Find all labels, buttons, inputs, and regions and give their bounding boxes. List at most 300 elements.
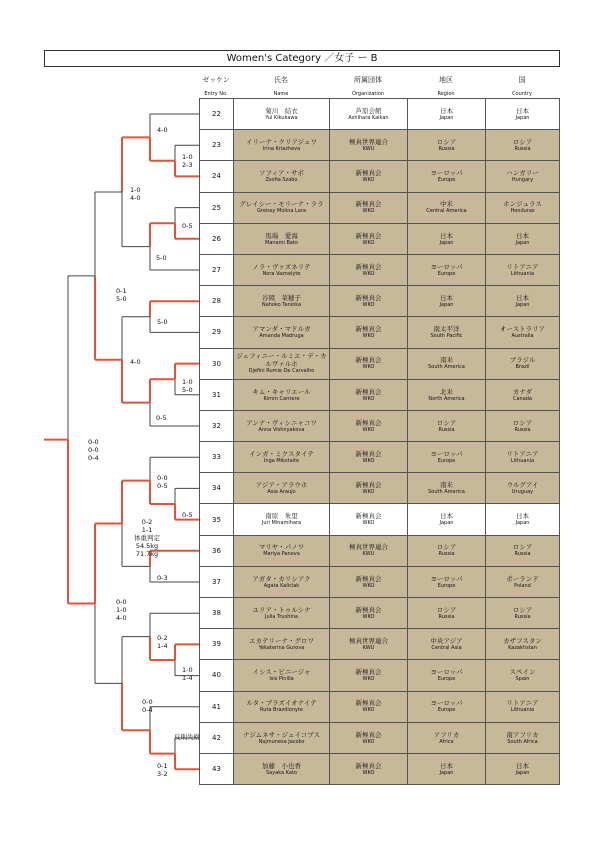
entry-reg [408,192,486,223]
cell-jp-text: アガタ・カリシアク [252,574,311,583]
entry-org [330,504,408,535]
entry-number: 33 [200,442,234,473]
cell-en-text: Japan [439,520,454,527]
entry-cty [486,473,560,504]
cell-jp-text: 菊川 結衣 [265,106,298,115]
cell-jp-text: 日本 [440,512,453,521]
cell-en-text: Japan [515,114,530,121]
entry-reg [408,379,486,410]
cell-en-text: Greissy Molina Lara [257,208,306,215]
entry-org [330,99,408,130]
entry-number: 24 [200,161,234,192]
entry-cty [486,410,560,441]
entry-row [200,99,560,130]
entry-name [234,691,330,722]
cell-en-text: Central America [426,208,467,215]
cell-en-text: WKO [362,364,375,371]
cell-jp-text: スペイン [509,668,536,677]
entry-row [200,598,560,629]
entry-row [200,348,560,379]
cell-jp-text: 新極真会 [355,699,382,708]
cell-en-text: WKO [362,208,375,215]
cell-en-text: Japan [515,301,530,308]
cell-en-text: Central Asia [431,645,462,652]
cell-jp-text: 日本 [516,761,529,770]
cell-en-text: Ashihara Kaikan [348,114,389,121]
cell-jp-text: ロシア [512,418,533,427]
entry-org [330,442,408,473]
cell-en-text: WKO [362,239,375,246]
entry-name [234,348,330,379]
header-entry-jp: ゼッケン [202,76,230,84]
cell-en-text: Europe [437,457,456,464]
entry-reg [408,753,486,784]
cell-en-text: Isis Pinilla [269,676,294,683]
cell-jp-text: 日本 [516,231,529,240]
cell-en-text: Sayaka Kato [266,769,297,776]
entry-name [234,504,330,535]
cell-jp-text: アマンダ・マドルガ [252,325,311,334]
entry-cty [486,130,560,161]
entry-cty [486,286,560,317]
cell-jp-text: 新極真会 [355,325,382,334]
cell-en-text: Mariya Panova [263,551,300,558]
cell-en-text: Lithuania [510,707,535,714]
entry-number: 37 [200,566,234,597]
cell-en-text: South Africa [507,738,538,745]
entry-cty [486,660,560,691]
entry-cty [486,566,560,597]
cell-jp-text: リトアニア [506,699,539,708]
entry-number: 22 [200,99,234,130]
cell-en-text: Europe [437,177,456,184]
cell-en-text: Irina Kriazheva [262,146,301,153]
entry-name [234,442,330,473]
cell-en-text: WKO [362,301,375,308]
cell-en-text: Kimm Carriere [263,395,300,402]
entry-row [200,722,560,753]
entry-row [200,410,560,441]
cell-jp-text: イシス・ピニージャ [252,668,311,677]
entry-org [330,535,408,566]
entry-row [200,223,560,254]
entry-reg [408,535,486,566]
cell-jp-text: 新極真会 [355,761,382,770]
entry-row [200,753,560,784]
cell-jp-text: ハンガリー [506,169,539,178]
cell-jp-text: 新極真会 [355,293,382,302]
category-title: Women's Category ／女子 ー B [44,50,560,67]
cell-jp-text: ナジムネサ・ジェイコブス [243,730,320,739]
cell-jp-text: ロシア [436,418,457,427]
header-org-en: Organization [352,91,384,97]
cell-jp-text: 極真世界連合 [349,138,388,147]
entry-org [330,286,408,317]
cell-en-text: Japan [515,769,530,776]
cell-en-text: WKO [362,270,375,277]
cell-jp-text: 新極真会 [355,231,382,240]
entry-name [234,317,330,348]
entry-number: 29 [200,317,234,348]
cell-en-text: Japan [439,301,454,308]
header-name-jp: 氏名 [274,76,288,84]
cell-en-text: Manami Bato [265,239,298,246]
entry-reg [408,286,486,317]
cell-en-text: WKO [362,395,375,402]
entry-reg [408,504,486,535]
entry-row [200,504,560,535]
entry-number: 28 [200,286,234,317]
header-name-en: Name [273,91,289,97]
cell-en-text: Zsofia Szabo [265,177,298,184]
cell-en-text: Australia [511,333,534,340]
cell-jp-text: 芦原会館 [355,106,382,115]
cell-jp-text: 極真世界連合 [349,637,388,646]
entry-reg [408,629,486,660]
cell-jp-text: 新極真会 [355,730,382,739]
cell-jp-text: 加藤 小也香 [262,761,301,770]
entry-row [200,629,560,660]
cell-jp-text: オーストラリア [499,325,546,334]
match-score: 0-2 1-4 [157,634,168,650]
cell-jp-text: 新極真会 [355,387,382,396]
entry-org [330,598,408,629]
entry-row [200,566,560,597]
cell-en-text: Lithuania [510,457,535,464]
entry-reg [408,161,486,192]
entry-row [200,130,560,161]
cell-en-text: Russia [438,426,455,433]
cell-en-text: Spain [515,676,530,683]
cell-jp-text: インガ・ミクスタイテ [249,449,314,458]
cell-jp-text: ルタ・ブラズイオナイテ [246,699,317,708]
match-score: 0-0 0-0 0-4 [88,438,99,462]
entry-cty [486,753,560,784]
entry-name [234,660,330,691]
cell-en-text: Najmunesa Jacobs [258,738,305,745]
cell-en-text: Kazakhstan [508,645,537,652]
entry-cty [486,691,560,722]
cell-jp-text: ブラジル [509,356,536,365]
cell-jp-text: ロシア [436,605,457,614]
cell-en-text: WKO [362,676,375,683]
cell-en-text: KWU [362,146,375,153]
cell-en-text: Nahoko Tanioka [261,301,302,308]
match-score: 1-0 1-4 [182,666,193,682]
match-score: 4-0 [157,126,168,134]
entry-org [330,629,408,660]
entry-org [330,317,408,348]
cell-jp-text: 新極真会 [355,418,382,427]
entry-row [200,286,560,317]
entry-row [200,535,560,566]
cell-jp-text: 日本 [440,231,453,240]
entry-name [234,161,330,192]
cell-en-text: Juri Minamihara [261,520,302,527]
entry-number: 27 [200,254,234,285]
entry-name [234,598,330,629]
entry-number: 23 [200,130,234,161]
entry-name [234,286,330,317]
entry-reg [408,99,486,130]
entry-row [200,691,560,722]
match-score: 1-0 5-0 [182,378,193,394]
entry-reg [408,223,486,254]
match-score: 反則失格 [174,733,200,741]
cell-jp-text: 新極真会 [355,169,382,178]
match-score: 0-5 [182,222,193,230]
entry-reg [408,722,486,753]
cell-jp-text: 北米 [440,387,453,396]
cell-en-text: Japan [439,239,454,246]
entry-number: 41 [200,691,234,722]
cell-jp-text: 日本 [440,761,453,770]
cell-jp-text: 南太平洋 [433,325,460,334]
cell-en-text: Europe [437,707,456,714]
entry-org [330,254,408,285]
cell-jp-text: 新極真会 [355,668,382,677]
cell-en-text: WKO [362,613,375,620]
cell-jp-text: 日本 [516,293,529,302]
cell-en-text: Japan [515,520,530,527]
match-score: 0-2 1-1 体重判定 54.5kg 71.7kg [134,518,160,558]
match-score: 5-0 [157,318,168,326]
cell-jp-text: イリーナ・クリアジェワ [245,138,318,147]
cell-en-text: Africa [439,738,454,745]
header-country-jp: 国 [518,76,526,84]
entry-row [200,442,560,473]
entry-org [330,130,408,161]
cell-en-text: Inga Mikstaite [263,457,300,464]
cell-en-text: WKO [362,177,375,184]
cell-jp-text: 新極真会 [355,512,382,521]
entry-cty [486,161,560,192]
entry-cty [486,535,560,566]
cell-jp-text: 中米 [440,200,453,209]
cell-en-text: Djefini Rumie De Carvalho [248,368,315,375]
entry-number: 26 [200,223,234,254]
cell-jp-text: 南米 [440,481,453,490]
entry-org [330,379,408,410]
cell-jp-text: 新極真会 [355,262,382,271]
cell-jp-text: ヨーロッパ [430,574,463,583]
cell-jp-text: 新極真会 [355,481,382,490]
entry-org [330,161,408,192]
entry-org [330,473,408,504]
entry-name [234,254,330,285]
cell-en-text: WKO [362,457,375,464]
entry-org [330,722,408,753]
match-score: 0-0 0-5 [157,474,168,490]
match-score: 0-3 [157,574,168,582]
cell-jp-text: ノラ・ヴァズネリテ [252,262,311,271]
entry-org [330,753,408,784]
entry-reg [408,660,486,691]
header-country-en: Country [512,91,532,97]
cell-en-text: WKO [362,333,375,340]
cell-jp-text: ヨーロッパ [430,449,463,458]
entry-row [200,473,560,504]
entry-org [330,660,408,691]
entry-number: 25 [200,192,234,223]
entry-cty [486,192,560,223]
entry-cty [486,317,560,348]
cell-en-text: Europe [437,676,456,683]
cell-en-text: WKO [362,520,375,527]
entry-row [200,379,560,410]
cell-en-text: KWU [362,551,375,558]
entry-table [199,98,560,785]
entry-name [234,629,330,660]
cell-en-text: Poland [514,582,531,589]
cell-en-text: Europe [437,270,456,277]
cell-jp-text: ヨーロッパ [430,668,463,677]
cell-jp-text: 中央アジア [430,637,463,646]
cell-jp-text: 谷岡 菜穂子 [262,293,301,302]
match-score: 0-5 [156,414,167,422]
entry-reg [408,348,486,379]
cell-jp-text: リトアニア [506,262,539,271]
entry-name [234,223,330,254]
entry-reg [408,598,486,629]
cell-jp-text: 南米 [440,356,453,365]
cell-en-text: Amanda Madruga [259,333,304,340]
entry-cty [486,223,560,254]
cell-en-text: Agata Kaliciak [263,582,300,589]
entry-number: 38 [200,598,234,629]
cell-jp-text: アフリカ [433,730,460,739]
cell-jp-text: 南アフリカ [506,730,539,739]
entry-number: 30 [200,348,234,379]
entry-cty [486,442,560,473]
cell-en-text: Uruguay [511,489,534,496]
cell-en-text: North America [428,395,465,402]
cell-jp-text: 新極真会 [355,449,382,458]
header-region-jp: 地区 [439,76,453,84]
entry-reg [408,691,486,722]
cell-jp-text: ウルグアイ [506,481,539,490]
match-score: 0-5 [182,511,193,519]
cell-jp-text: ポーランド [506,574,539,583]
entry-org [330,223,408,254]
cell-jp-text: ヨーロッパ [430,699,463,708]
cell-en-text: Japan [439,114,454,121]
cell-jp-text: カザフスタン [503,637,542,646]
entry-row [200,254,560,285]
cell-en-text: WKO [362,707,375,714]
entry-number: 42 [200,722,234,753]
cell-jp-text: ソフィア・サボ [259,169,304,178]
entry-number: 32 [200,410,234,441]
entry-org [330,192,408,223]
cell-en-text: Canada [512,395,533,402]
entry-cty [486,722,560,753]
cell-jp-text: カナダ [512,387,533,396]
entry-number: 35 [200,504,234,535]
match-score: 0-1 5-0 [116,287,127,303]
cell-jp-text: 新極真会 [355,605,382,614]
cell-en-text: Russia [514,146,531,153]
cell-jp-text: グレイシー・モリーナ・ララ [239,200,324,209]
cell-en-text: Russia [514,426,531,433]
entry-name [234,192,330,223]
cell-en-text: Russia [514,613,531,620]
cell-en-text: South America [428,364,465,371]
entry-org [330,691,408,722]
entry-reg [408,442,486,473]
cell-en-text: Yekaterina Gurova [258,645,305,652]
cell-jp-text: アジア・アラウホ [255,481,308,490]
match-score: 1-0 2-3 [182,153,193,169]
cell-en-text: Japan [515,239,530,246]
entry-cty [486,598,560,629]
entry-reg [408,130,486,161]
cell-en-text: WKO [362,582,375,589]
cell-jp-text: 新極真会 [355,356,382,365]
entry-cty [486,504,560,535]
cell-en-text: Russia [438,613,455,620]
entry-number: 36 [200,535,234,566]
cell-en-text: Russia [514,551,531,558]
entry-org [330,410,408,441]
entry-name [234,535,330,566]
entry-cty [486,629,560,660]
cell-jp-text: 日本 [440,293,453,302]
cell-jp-text: ロシア [512,605,533,614]
entry-name [234,130,330,161]
cell-en-text: WKO [362,738,375,745]
entry-cty [486,254,560,285]
cell-en-text: Nora Vaznelyte [262,270,301,277]
entry-name [234,722,330,753]
entry-name [234,753,330,784]
entry-name [234,379,330,410]
cell-jp-text: ユリア・トゥルシナ [252,605,311,614]
entry-name [234,410,330,441]
header-entry-en: Entry No. [204,91,228,97]
cell-jp-text: ロシア [436,138,457,147]
entry-number: 39 [200,629,234,660]
cell-jp-text: エカテリーナ・グロワ [249,637,314,646]
cell-en-text: Ruta Brazdionyte [260,707,303,714]
cell-jp-text: 新極真会 [355,574,382,583]
cell-en-text: Asia Araujo [267,489,296,496]
cell-en-text: Russia [438,551,455,558]
cell-en-text: Honduras [510,208,535,215]
cell-jp-text: 南原 朱里 [265,512,298,521]
entry-reg [408,473,486,504]
match-score: 0-1 3-2 [157,762,168,778]
entry-cty [486,99,560,130]
entry-row [200,317,560,348]
cell-jp-text: アンナ・ヴィシニャコワ [246,418,317,427]
entry-number: 34 [200,473,234,504]
cell-jp-text: ロシア [512,138,533,147]
cell-en-text: Russia [438,146,455,153]
entry-number: 43 [200,753,234,784]
entry-row [200,660,560,691]
cell-jp-text: ロシア [512,543,533,552]
cell-jp-text: 日本 [516,106,529,115]
cell-en-text: Julia Trushina [264,613,298,620]
match-score: 1-0 4-0 [130,186,141,202]
match-score: 5-0 [156,254,167,262]
cell-jp-text: 新極真会 [355,200,382,209]
entry-name [234,99,330,130]
cell-en-text: Japan [439,769,454,776]
cell-jp-text: ホンジュラス [503,200,542,209]
cell-jp-text: キム・キャリエール [252,387,311,396]
